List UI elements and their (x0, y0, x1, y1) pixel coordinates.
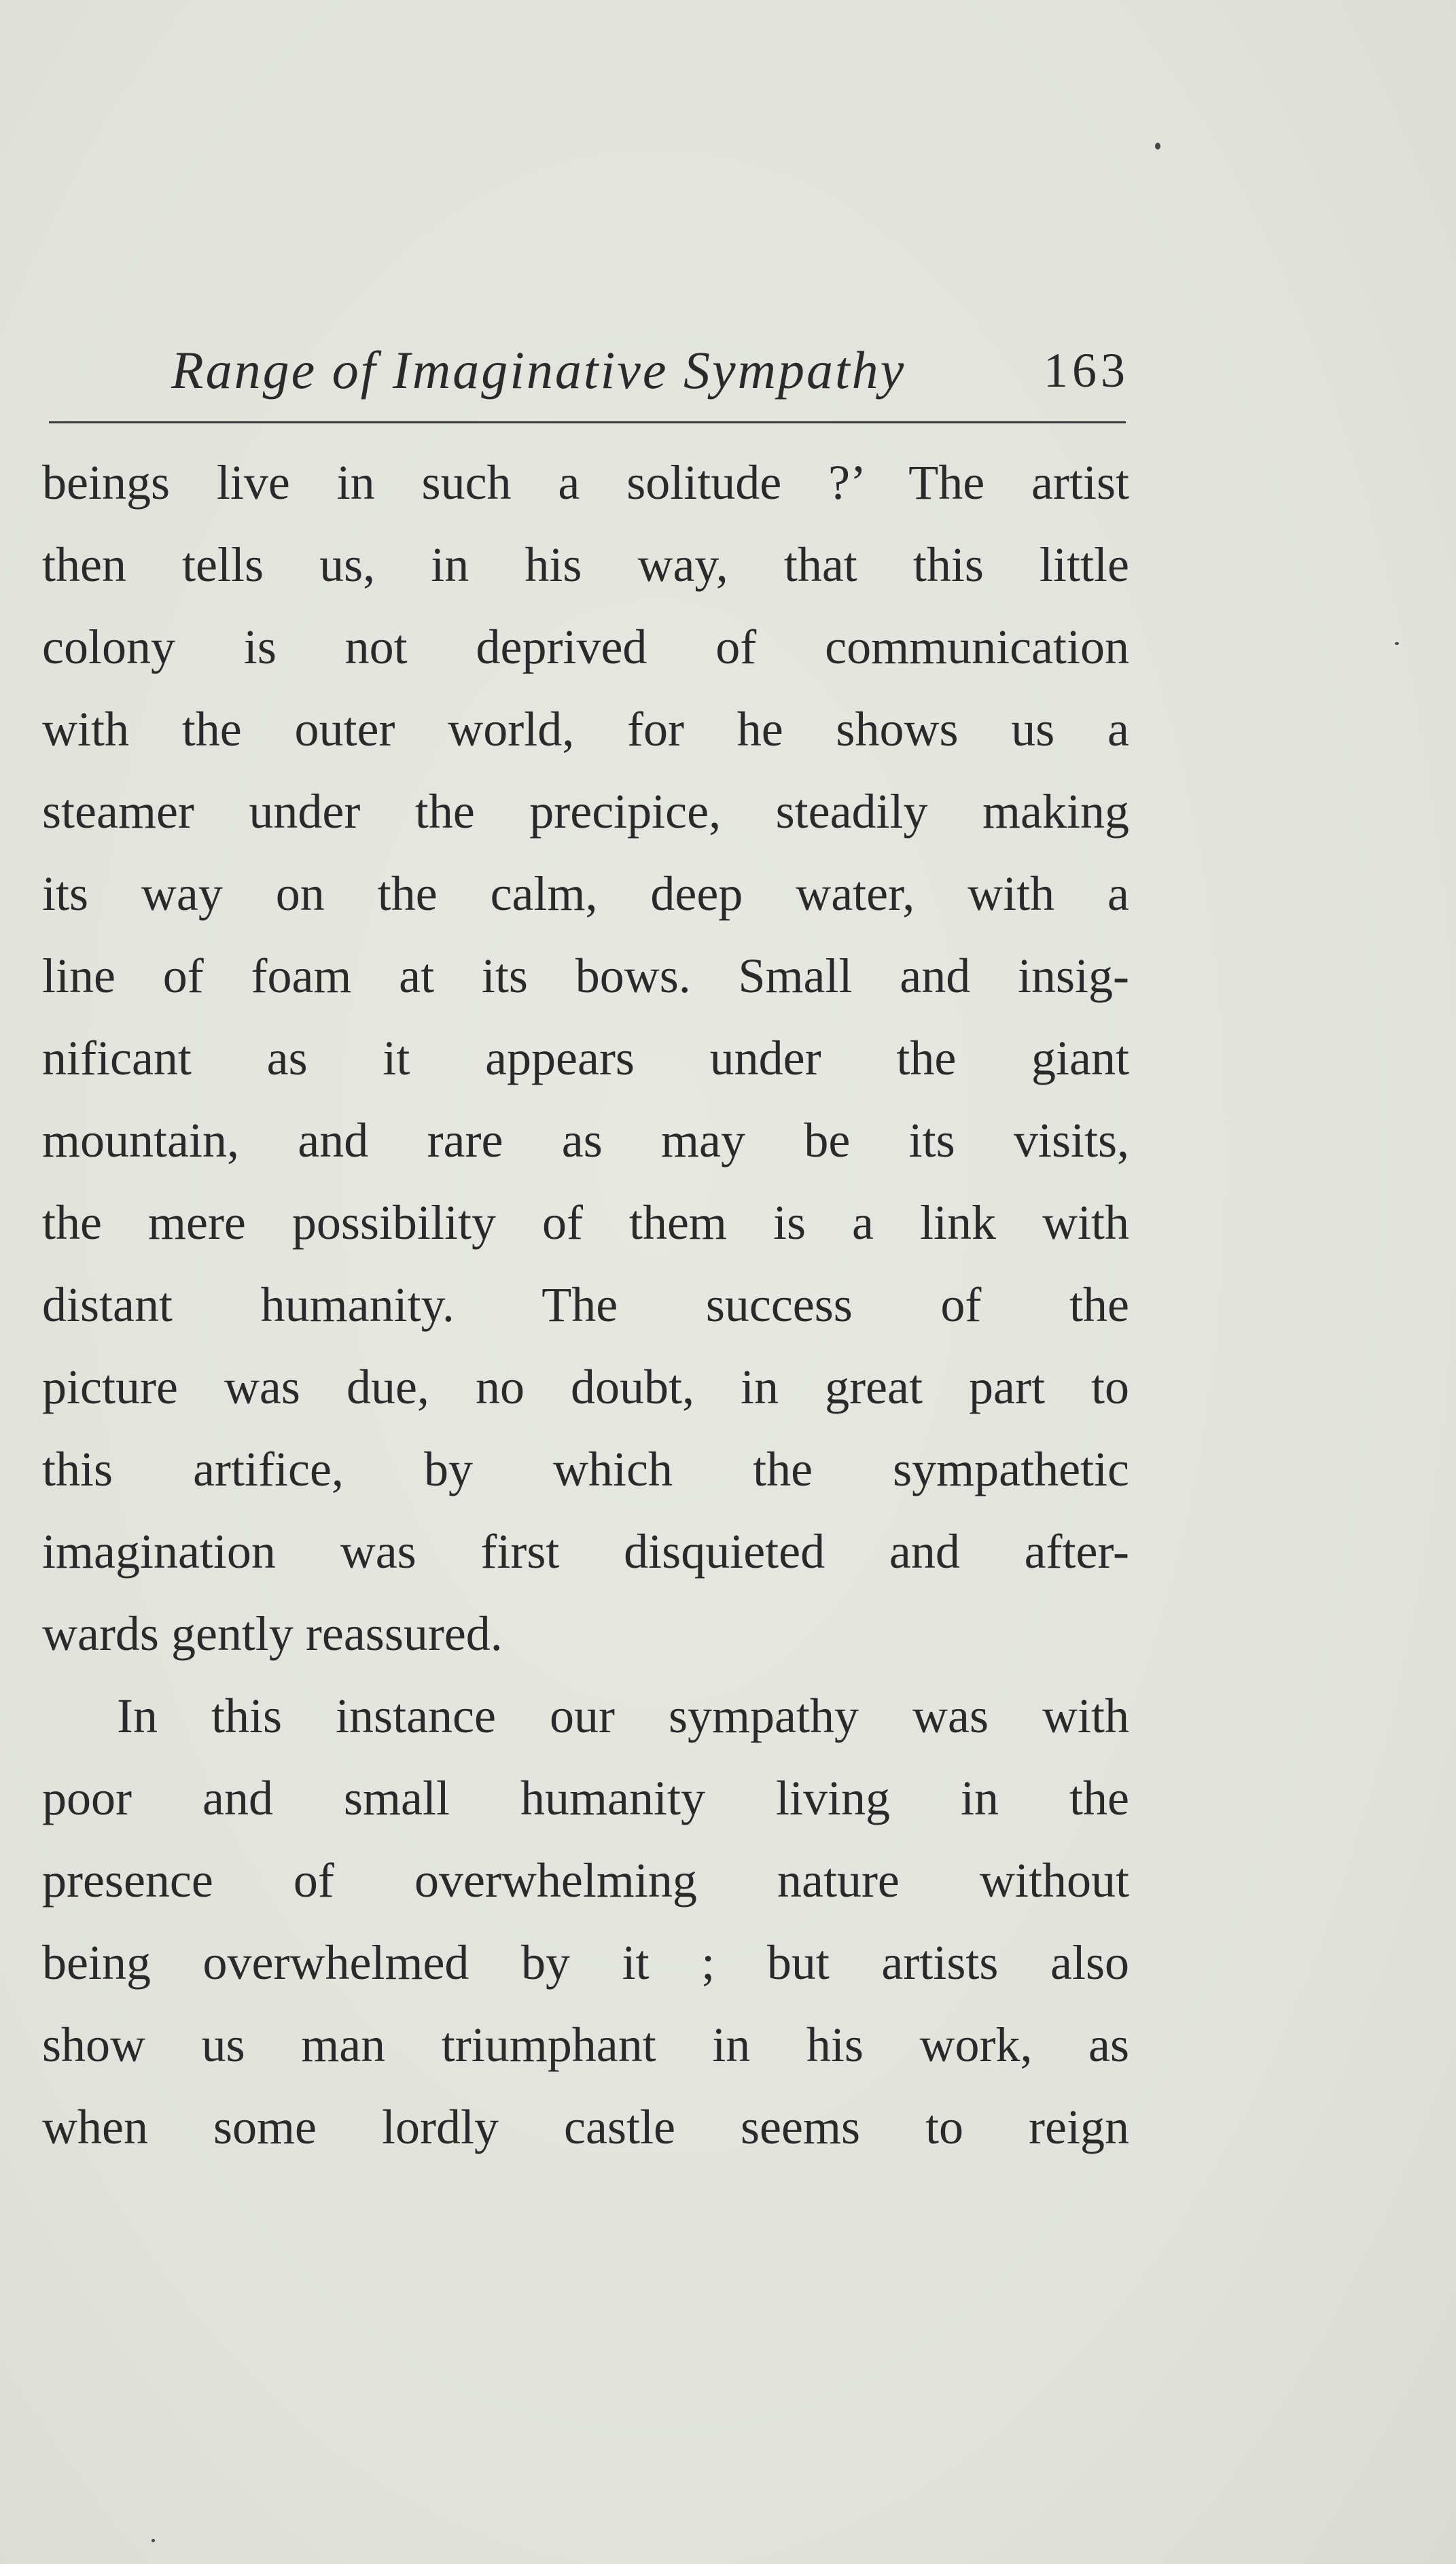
text-line: colony is not deprived of communication (42, 620, 1129, 674)
header-rule (49, 421, 1126, 423)
text-line: beings live in such a solitude ?’ The artist (42, 455, 1129, 510)
text-line: with the outer world, for he shows us a (42, 702, 1129, 756)
text-line: this artifice, by which the sympathetic (42, 1442, 1129, 1496)
text-line: nificant as it appears under the giant (42, 1031, 1129, 1085)
body-text (42, 442, 1129, 2168)
text-line: the mere possibility of them is a link with (42, 1195, 1129, 1250)
text-line: show us man triumphant in his work, as (42, 2018, 1129, 2072)
text-line: distant humanity. The success of the (42, 1278, 1129, 1332)
text-line: In this instance our sympathy was with (117, 1689, 1129, 1743)
text-line: presence of overwhelming nature without (42, 1853, 1129, 1908)
text-line: being overwhelmed by it ; but artists also (42, 1935, 1129, 1990)
paper-speck (1395, 642, 1399, 645)
text-line: when some lordly castle seems to reign (42, 2100, 1129, 2154)
running-title: Range of Imaginative Sympathy (171, 340, 906, 400)
text-line: picture was due, no doubt, in great part to (42, 1360, 1129, 1414)
running-head (49, 333, 1129, 415)
text-line: imagination was first disquieted and after- (42, 1524, 1129, 1579)
text-line: line of foam at its bows. Small and insig- (42, 949, 1129, 1003)
text-line: poor and small humanity living in the (42, 1771, 1129, 1825)
paper-speck (1155, 143, 1160, 150)
paper-speck (152, 2539, 155, 2542)
text-line: then tells us, in his way, that this little (42, 538, 1129, 592)
page-number: 163 (1044, 343, 1129, 398)
text-line: its way on the calm, deep water, with a (42, 866, 1129, 921)
text-line: steamer under the precipice, steadily making (42, 784, 1129, 839)
text-line: mountain, and rare as may be its visits, (42, 1113, 1129, 1167)
text-line: wards gently reassured. (42, 1606, 503, 1661)
